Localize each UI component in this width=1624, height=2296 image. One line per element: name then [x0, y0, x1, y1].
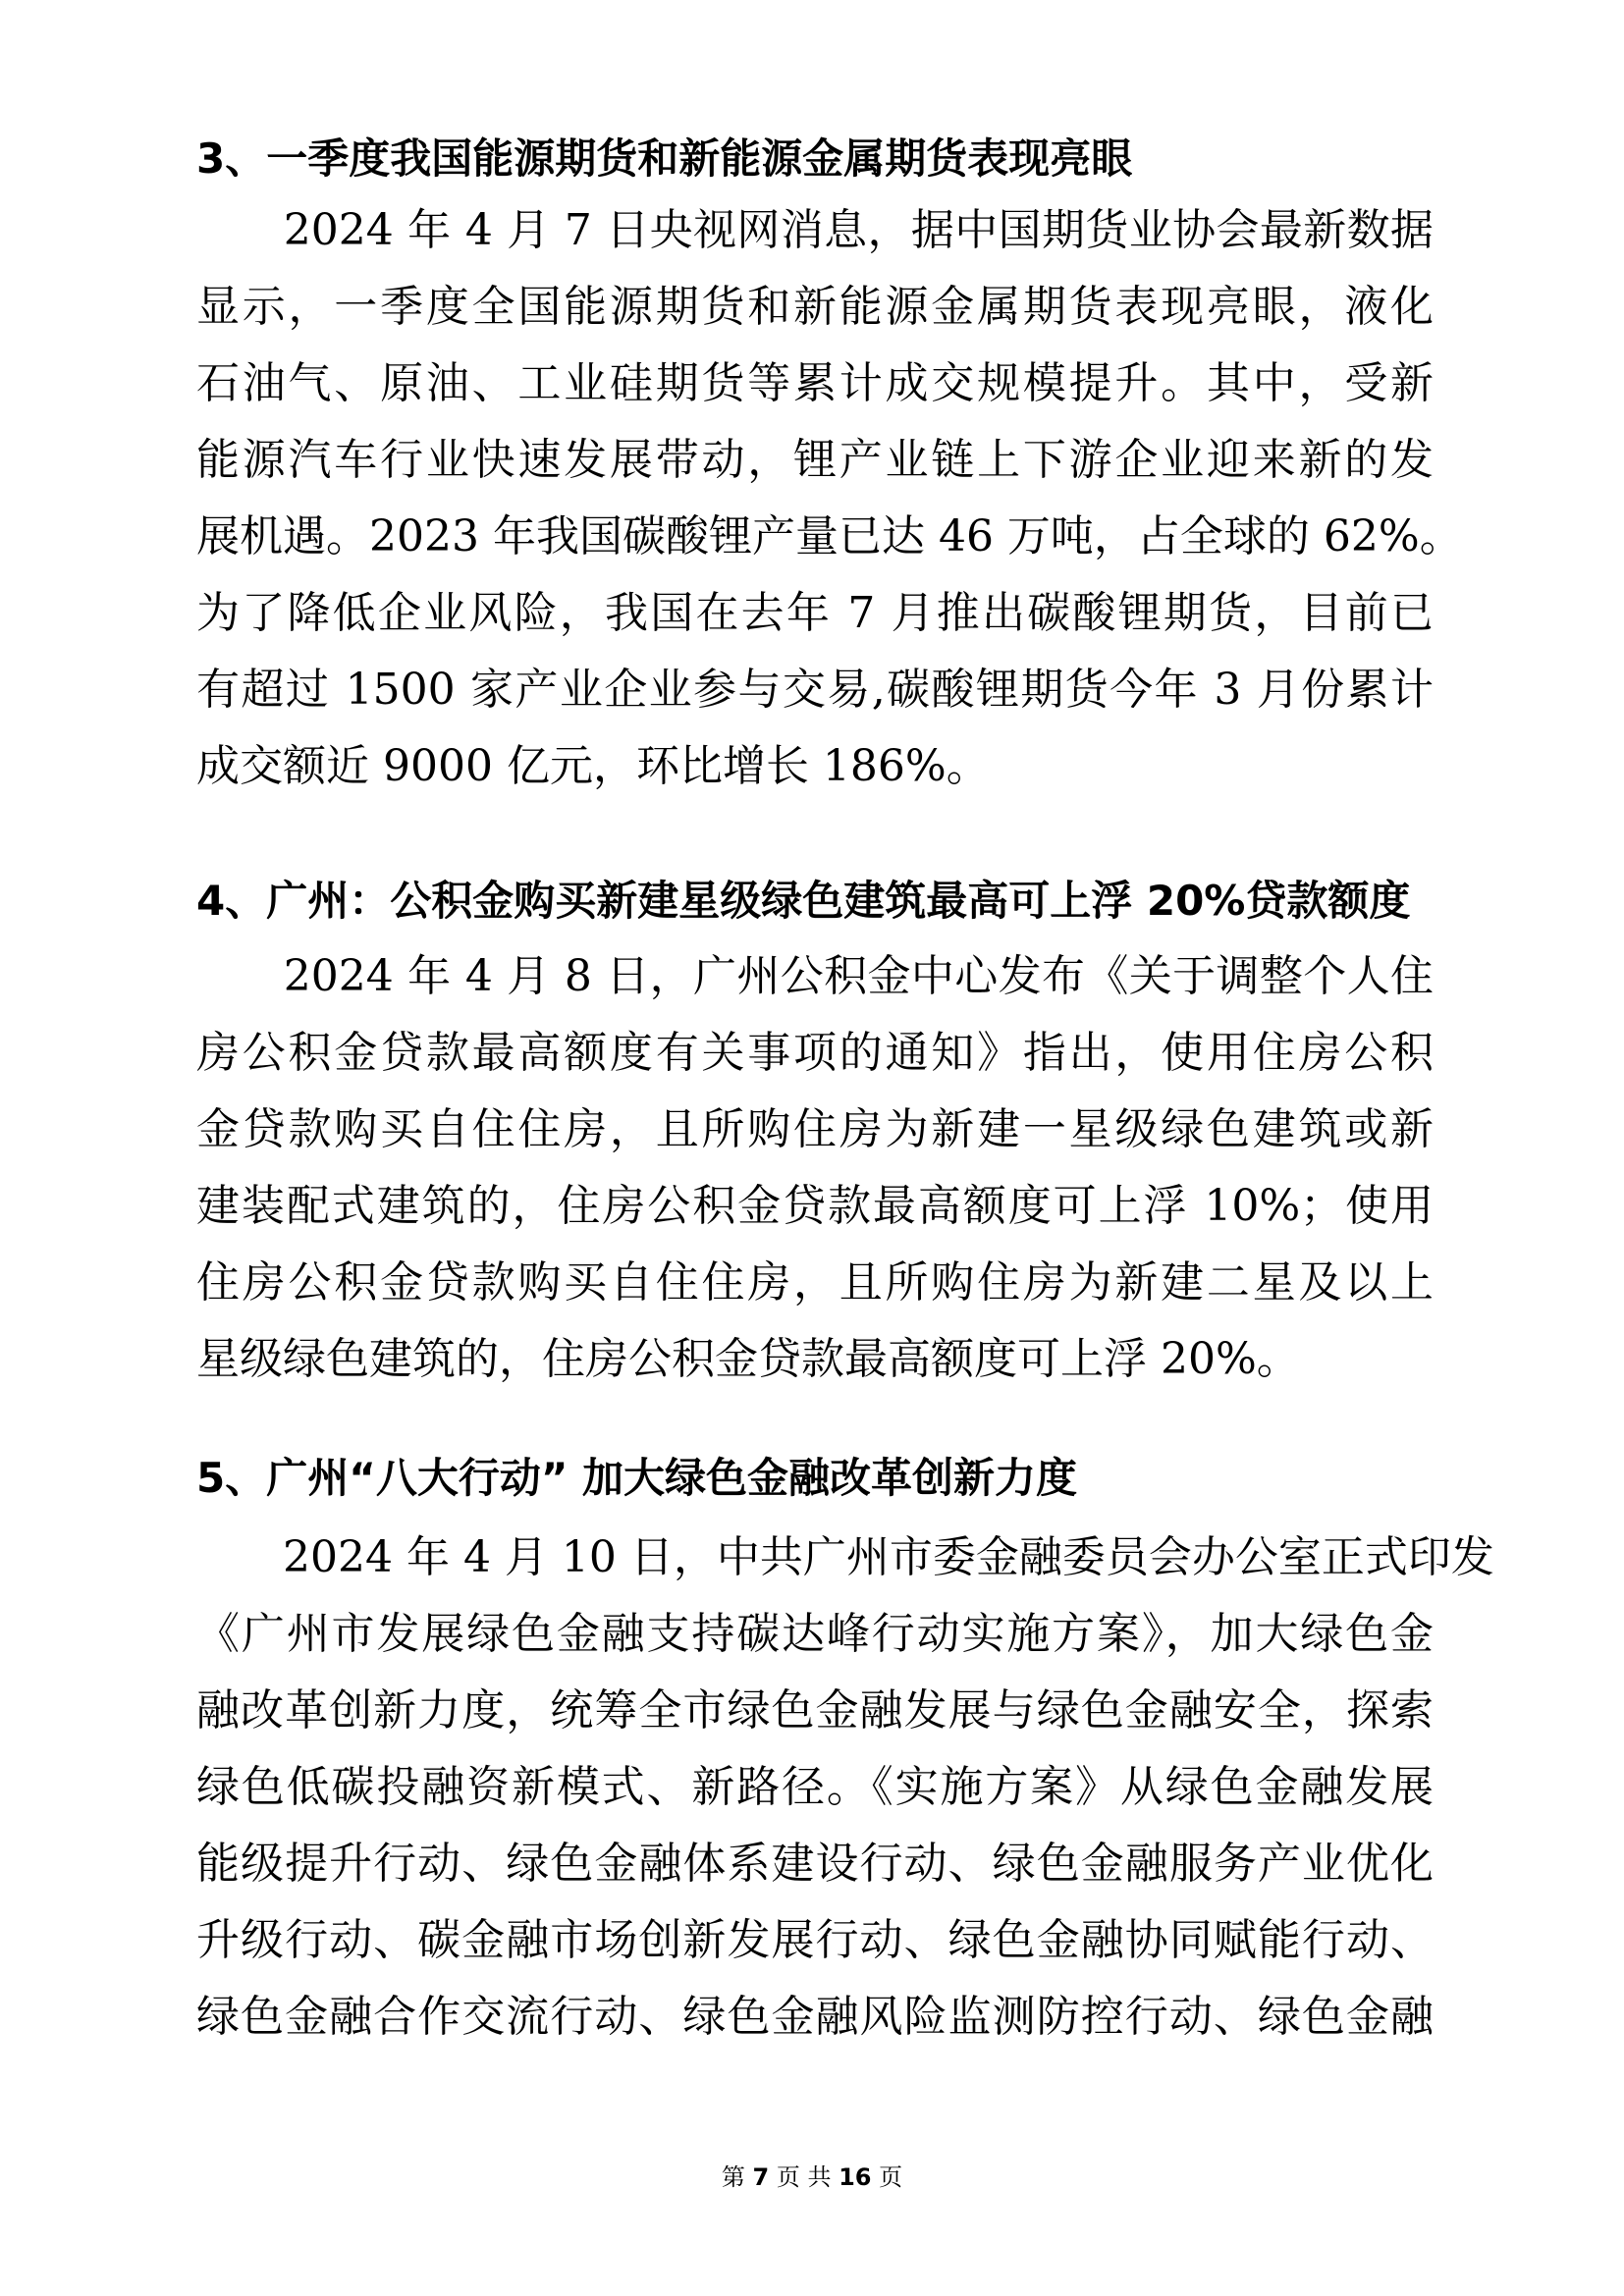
paragraph-line: 能级提升行动、绿色金融体系建设行动、绿色金融服务产业优化: [196, 1839, 1434, 1889]
current-page-number: 7: [752, 2163, 770, 2191]
paragraph-line: 绿色金融合作交流行动、绿色金融风险监测防控行动、绿色金融: [196, 1992, 1434, 2042]
section-5-heading: 5、广州“八大行动” 加大绿色金融改革创新力度: [196, 1454, 1078, 1502]
footer-prefix: 第: [721, 2163, 745, 2191]
paragraph-line: 金贷款购买自住住房，且所购住房为新建一星级绿色建筑或新: [196, 1104, 1434, 1154]
paragraph-line: 2024 年 4 月 10 日，中共广州市委金融委员会办公室正式印发: [196, 1532, 1494, 1582]
section-4-heading: 4、广州：公积金购买新建星级绿色建筑最高可上浮 20%贷款额度: [196, 877, 1411, 925]
paragraph-line: 显示，一季度全国能源期货和新能源金属期货表现亮眼，液化: [196, 282, 1434, 332]
paragraph-line: 有超过 1500 家产业企业参与交易,碳酸锂期货今年 3 月份累计: [196, 665, 1434, 715]
paragraph-line: 住房公积金贷款购买自住住房，且所购住房为新建二星及以上: [196, 1257, 1434, 1308]
paragraph-line: 2024 年 4 月 7 日央视网消息，据中国期货业协会最新数据: [196, 205, 1434, 255]
paragraph-line: 建装配式建筑的，住房公积金贷款最高额度可上浮 10%；使用: [196, 1181, 1434, 1231]
paragraph-line: 石油气、原油、工业硅期货等累计成交规模提升。其中，受新: [196, 358, 1434, 408]
section-3-paragraph: [196, 192, 1463, 805]
paragraph-line: 升级行动、碳金融市场创新发展行动、绿色金融协同赋能行动、: [196, 1915, 1434, 1965]
paragraph-line: 融改革创新力度，统筹全市绿色金融发展与绿色金融安全，探索: [196, 1685, 1434, 1735]
section-3-heading: 3、一季度我国能源期货和新能源金属期货表现亮眼: [196, 134, 1133, 183]
paragraph-line: 《广州市发展绿色金融支持碳达峰行动实施方案》，加大绿色金: [196, 1609, 1434, 1659]
paragraph-line: 为了降低企业风险，我国在去年 7 月推出碳酸锂期货，目前已: [196, 588, 1434, 638]
total-pages-number: 16: [839, 2163, 872, 2191]
footer-suffix: 页: [879, 2163, 903, 2191]
paragraph-line: 绿色低碳投融资新模式、新路径。《实施方案》从绿色金融发展: [196, 1762, 1434, 1812]
section-4-paragraph: [196, 938, 1434, 1398]
page-footer: [0, 2163, 1624, 2192]
footer-middle: 页 共: [776, 2163, 832, 2191]
paragraph-line: 星级绿色建筑的，住房公积金贷款最高额度可上浮 20%。: [196, 1334, 1300, 1384]
section-5-paragraph: [196, 1520, 1494, 2056]
paragraph-line: 2024 年 4 月 8 日，广州公积金中心发布《关于调整个人住: [196, 951, 1434, 1001]
paragraph-line: 成交额近 9000 亿元，环比增长 186%。: [196, 741, 990, 791]
paragraph-line: 展机遇。2023 年我国碳酸锂产量已达 46 万吨，占全球的 62%。: [196, 511, 1463, 561]
paragraph-line: 房公积金贷款最高额度有关事项的通知》指出，使用住房公积: [196, 1028, 1434, 1078]
paragraph-line: 能源汽车行业快速发展带动，锂产业链上下游企业迎来新的发: [196, 435, 1434, 485]
